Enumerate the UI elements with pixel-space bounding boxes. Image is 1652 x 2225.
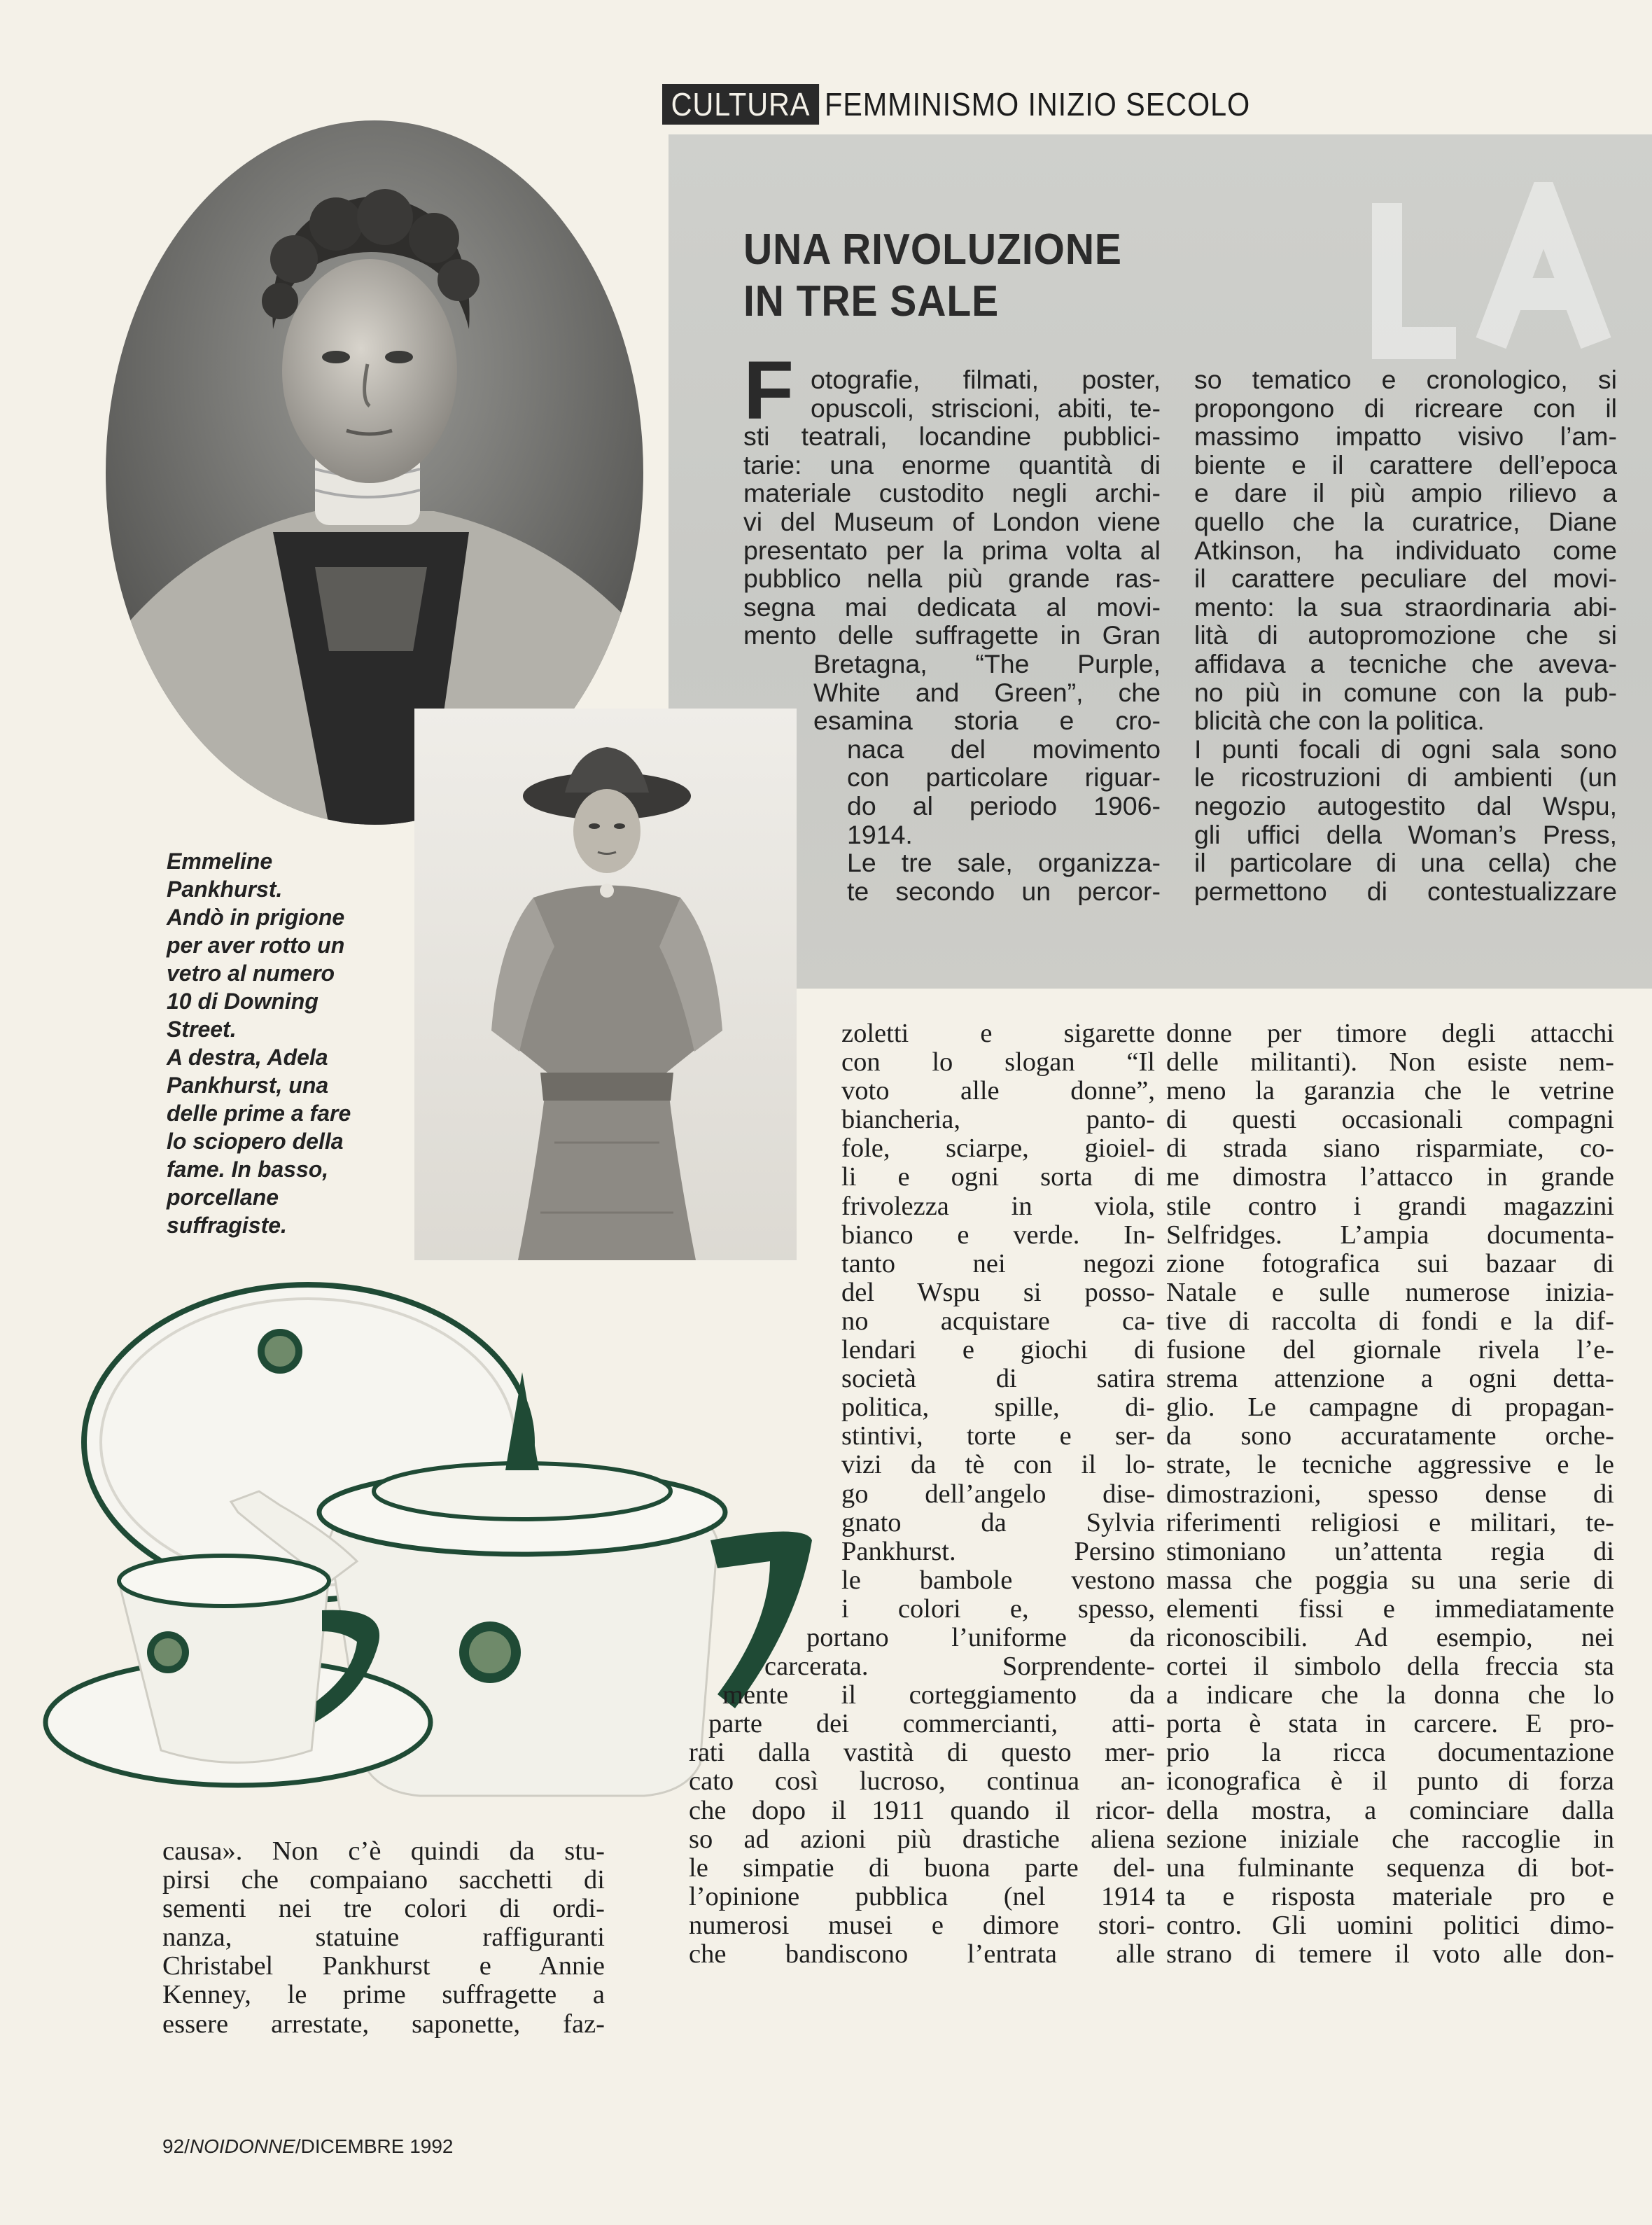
lead-line: il particolare di una cella) che [1194, 849, 1617, 877]
body-line: go dell’angelo dise- [841, 1479, 1155, 1509]
lead-line: otografie, filmati, poster, [811, 365, 1161, 394]
lead-line: affidava a tecniche che aveva- [1194, 649, 1617, 678]
body-line: donne per timore degli attacchi [1166, 1019, 1614, 1048]
body-line: sezione iniziale che raccoglie in [1166, 1825, 1614, 1854]
body-line: causa». Non c’è quindi da stu- [162, 1837, 605, 1866]
caption-line: suffragiste. [167, 1213, 287, 1238]
lead-line: pubblico nella più grande ras- [743, 564, 1161, 593]
lead-line: Bretagna, “The Purple, [813, 649, 1161, 678]
lead-line: 1914. [847, 820, 913, 849]
magazine-name: NOIDONNE [189, 2135, 295, 2157]
body-line: elementi fissi e immediatamente [1166, 1594, 1614, 1624]
body-line: strema attenzione a ogni detta- [1166, 1365, 1614, 1394]
body-line: i colori e, spesso, [841, 1594, 1155, 1624]
body-line: zoletti e sigarette [841, 1019, 1155, 1048]
ghost-letters-decoration [1372, 182, 1624, 364]
body-line: a indicare che la donna che lo [1166, 1681, 1614, 1710]
body-line: Kenney, le prime suffragette a [162, 1981, 605, 2010]
lead-line: permettono di contestualizzare [1194, 877, 1617, 906]
body-line: stile contro i grandi magazzini [1166, 1192, 1614, 1221]
body-line: me dimostra l’attacco in grande [1166, 1163, 1614, 1192]
caption-line: Street. [167, 1017, 237, 1042]
lead-line: opuscoli, striscioni, abiti, te- [811, 393, 1161, 423]
body-line: carcerata. Sorprendente- [764, 1652, 1155, 1682]
lead-line: con particolare riguar- [847, 763, 1161, 792]
body-line: voto alle donne”, [841, 1077, 1155, 1106]
caption-line: fame. In basso, [167, 1157, 329, 1182]
body-line: che dopo il 1911 quando il ricor- [689, 1796, 1155, 1825]
lead-line: no più in comune con la pub- [1194, 678, 1617, 707]
issue-date: /DICEMBRE 1992 [295, 2135, 454, 2157]
lead-line: massimo impatto visivo l’am- [1194, 422, 1617, 451]
body-line: da sono accuratamente orche- [1166, 1422, 1614, 1451]
body-line: dimostrazioni, spesso dense di [1166, 1479, 1614, 1509]
lead-line: so tematico e cronologico, si [1194, 365, 1617, 394]
page-footer [162, 2135, 453, 2158]
lead-line: naca del movimento [847, 734, 1161, 764]
body-line: contro. Gli uomini politici dimo- [1166, 1911, 1614, 1940]
caption-line: Pankhurst, una [167, 1073, 329, 1098]
lead-line: il carattere peculiare del movi- [1194, 564, 1617, 593]
photo-caption [167, 847, 405, 1239]
caption-line: lo sciopero della [167, 1129, 344, 1154]
body-line: stimoniano un’attenta regia di [1166, 1537, 1614, 1566]
body-line: massa che poggia su una serie di [1166, 1565, 1614, 1595]
body-column-right [1166, 1019, 1614, 1969]
lead-line: Atkinson, ha individuato come [1194, 536, 1617, 565]
section-tag: CULTURA [662, 84, 819, 125]
lead-line: quello che la curatrice, Diane [1194, 507, 1617, 536]
page-number: 92/ [162, 2135, 190, 2157]
body-line: mente il corteggiamento da [722, 1681, 1155, 1710]
body-line: le bambole vestono [841, 1565, 1155, 1595]
lead-line: e dare il più ampio rilievo a [1194, 479, 1617, 508]
body-line: politica, spille, di- [841, 1393, 1155, 1423]
lead-line: mento: la sua straordinaria abi- [1194, 592, 1617, 622]
body-line: fusione del giornale rivela l’e- [1166, 1336, 1614, 1365]
caption-line: Andò in prigione [167, 905, 345, 930]
body-line: biancheria, panto- [841, 1105, 1155, 1135]
body-line: le simpatie di buona parte del- [689, 1853, 1155, 1883]
body-line: porta è stata in carcere. E pro- [1166, 1710, 1614, 1739]
body-line: delle militanti). Non esiste nem- [1166, 1048, 1614, 1077]
body-line: iconografica è il punto di forza [1166, 1767, 1614, 1797]
caption-line: delle prime a fare [167, 1101, 351, 1126]
body-line: parte dei commercianti, atti- [708, 1710, 1155, 1739]
body-line: di questi occasionali compagni [1166, 1105, 1614, 1135]
lead-line: gli uffici della Woman’s Press, [1194, 820, 1617, 849]
body-line: vizi da tè con il lo- [841, 1451, 1155, 1480]
lead-line: negozio autogestito dal Wspu, [1194, 791, 1617, 821]
body-line: della mostra, a cominciare dalla [1166, 1796, 1614, 1825]
body-line: numerosi musei e dimore stori- [689, 1911, 1155, 1940]
body-line: strate, le tecniche aggressive e le [1166, 1451, 1614, 1480]
body-line: prio la ricca documentazione [1166, 1738, 1614, 1768]
lead-line: sti teatrali, locandine pubblici- [743, 422, 1161, 451]
body-line: gnato da Sylvia [841, 1508, 1155, 1537]
body-line: so ad azioni più drastiche aliena [689, 1825, 1155, 1854]
body-line: una fulminante sequenza di bot- [1166, 1853, 1614, 1883]
body-line: fole, sciarpe, gioiel- [841, 1134, 1155, 1164]
lead-line: le ricostruzioni di ambienti (un [1194, 763, 1617, 792]
lead-line: Le tre sale, organizza- [847, 849, 1161, 877]
body-line: frivolezza in viola, [841, 1192, 1155, 1221]
caption-line: porcellane [167, 1185, 279, 1210]
body-line: essere arrestate, saponette, faz- [162, 2009, 605, 2039]
caption-line: Emmeline [167, 849, 273, 874]
caption-line: A destra, Adela [167, 1045, 328, 1070]
caption-line: 10 di Downing [167, 989, 318, 1014]
lead-line: biente e il carattere dell’epoca [1194, 450, 1617, 480]
lead-line: White and Green”, che [813, 678, 1161, 707]
body-line: del Wspu si posso- [841, 1278, 1155, 1307]
lead-line: blicità che con la politica. [1194, 706, 1485, 735]
body-line: glio. Le campagne di propagan- [1166, 1393, 1614, 1423]
body-line: cortei il simbolo della freccia sta [1166, 1652, 1614, 1682]
body-line: tive di raccolta di fondi e la dif- [1166, 1306, 1614, 1336]
body-line: pirsi che compaiano sacchetti di [162, 1866, 605, 1895]
body-column-middle [689, 1019, 1155, 1969]
body-line: di strada siano risparmiate, co- [1166, 1134, 1614, 1164]
lead-line: I punti focali di ogni sala sono [1194, 734, 1617, 764]
lead-line: do al periodo 1906- [847, 791, 1161, 821]
lead-line: segna mai dedicata al movi- [743, 592, 1161, 622]
body-line: portano l’uniforme da [806, 1623, 1155, 1652]
body-line: cato così lucroso, continua an- [689, 1767, 1155, 1797]
caption-line: vetro al numero [167, 961, 335, 986]
lead-column-1 [743, 365, 1161, 905]
lead-line: te secondo un percor- [847, 877, 1161, 906]
body-column-left [162, 1837, 605, 2039]
caption-line: per aver rotto un [167, 933, 345, 958]
lead-line: propongono di ricreare con il [1194, 393, 1617, 423]
body-line: zione fotografica sui bazaar di [1166, 1249, 1614, 1278]
body-line: che bandiscono l’entrata alle [689, 1940, 1155, 1969]
body-line: società di satira [841, 1365, 1155, 1394]
body-line: bianco e verde. In- [841, 1220, 1155, 1250]
caption-line: Pankhurst. [167, 877, 283, 902]
lead-line: mento delle suffragette in Gran [743, 621, 1161, 650]
body-line: ta e risposta materiale pro e [1166, 1882, 1614, 1911]
body-line: Natale e sulle numerose inizia- [1166, 1278, 1614, 1307]
body-line: Christabel Pankhurst e Annie [162, 1952, 605, 1981]
lead-line: esamina storia e cro- [813, 706, 1161, 735]
lead-column-2 [1194, 365, 1617, 905]
headline-line-2: IN TRE SALE [743, 277, 1000, 326]
body-line: riconoscibili. Ad esempio, nei [1166, 1623, 1614, 1652]
body-line: Selfridges. L’ampia documenta- [1166, 1220, 1614, 1250]
headline-line-1: UNA RIVOLUZIONE [743, 225, 1122, 274]
body-line: lendari e giochi di [841, 1336, 1155, 1365]
lead-line: lità di autopromozione che si [1194, 621, 1617, 650]
body-line: no acquistare ca- [841, 1306, 1155, 1336]
body-line: tanto nei negozi [841, 1249, 1155, 1278]
body-line: con lo slogan “Il [841, 1048, 1155, 1077]
lead-line: vi del Museum of London viene [743, 507, 1161, 536]
body-line: strano di temere il voto alle don- [1166, 1940, 1614, 1969]
body-line: li e ogni sorta di [841, 1163, 1155, 1192]
lead-line: tarie: una enorme quantità di [743, 450, 1161, 480]
body-line: Pankhurst. Persino [841, 1537, 1155, 1566]
drop-cap: F [743, 344, 794, 437]
body-line: rati dalla vastità di questo mer- [689, 1738, 1155, 1768]
lead-line: materiale custodito negli archi- [743, 479, 1161, 508]
body-line: sementi nei tre colori di ordi- [162, 1895, 605, 1924]
article-headline [743, 224, 1323, 328]
body-line: l’opinione pubblica (nel 1914 [689, 1882, 1155, 1911]
body-line: meno la garanzia che le vetrine [1166, 1077, 1614, 1106]
body-line: stintivi, torte e ser- [841, 1422, 1155, 1451]
lead-line: presentato per la prima volta al [743, 536, 1161, 565]
body-line: nanza, statuine raffiguranti [162, 1923, 605, 1953]
section-subtitle: FEMMINISMO INIZIO SECOLO [825, 86, 1251, 123]
body-line: riferimenti religiosi e militari, te- [1166, 1508, 1614, 1537]
